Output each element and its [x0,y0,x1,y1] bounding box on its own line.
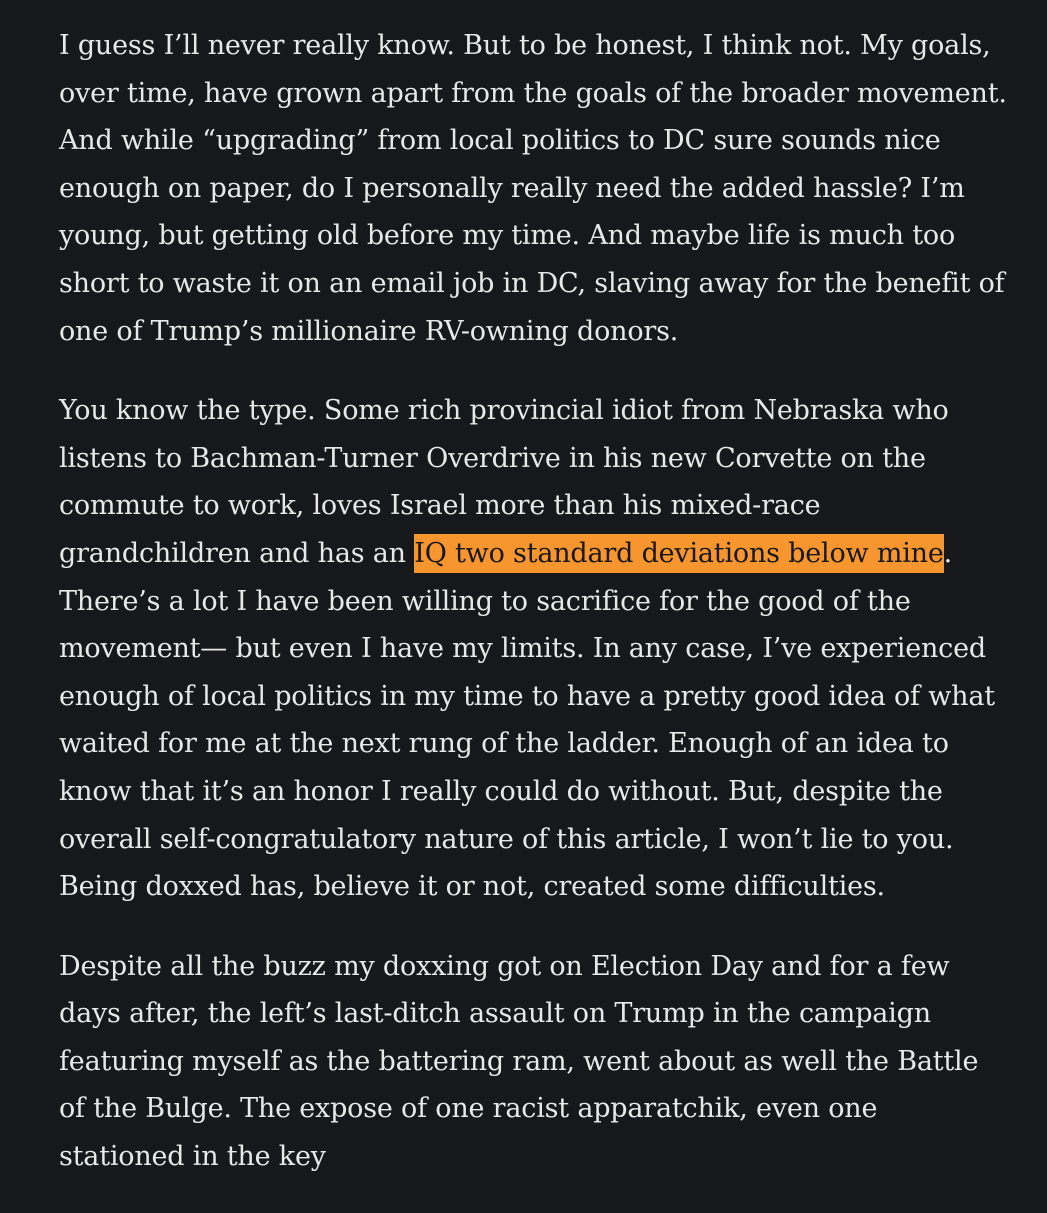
highlighted-text[interactable]: IQ two standard deviations below mine [414,534,943,573]
paragraph-text-after-highlight: . There’s a lot I have been willing to sacrifice for the good of the movement— but even I have my limits. In any case, I’ve experienced enough of local politics in my time to have a pretty good idea of what waited for me at the next rung of the ladder. Enough of an idea to know that it’s an honor I really could do without. But, despite the overall self-congratulatory nature of this article, I won’t lie to you. Being doxxed has, believe it or not, created some difficulties. [59,537,995,903]
article-body [59,22,1009,1213]
paragraph-text-before-highlight: You know the type. Some rich provincial idiot from Nebraska who listens to Bachman-Turner Overdrive in his new Corvette on the commute to work, loves Israel more than his mixed-race grandchildren and has an [59,395,949,569]
paragraph-text: I guess I’ll never really know. But to be honest, I think not. My goals, over time, have grown apart from the goals of the broader movement. And while “upgrading” from local politics to DC sure sounds nice enough on paper, do I personally really need the added hassle? I’m young, but getting old before my time. And maybe life is much too short to waste it on an email job in DC, slaving away for the benefit of one of Trump’s millionaire RV-owning donors. [59,30,1007,347]
article-paragraph-2 [59,387,1009,911]
article-paragraph-3 [59,943,1009,1181]
article-paragraph-1 [59,22,1009,355]
paragraph-text: Despite all the buzz my doxxing got on Election Day and for a few days after, the left’s last-ditch assault on Trump in the campaign featuring myself as the battering ram, went about as well the Battle of the Bulge. The expose of one racist apparatchik, even one stationed in the key [59,950,979,1173]
